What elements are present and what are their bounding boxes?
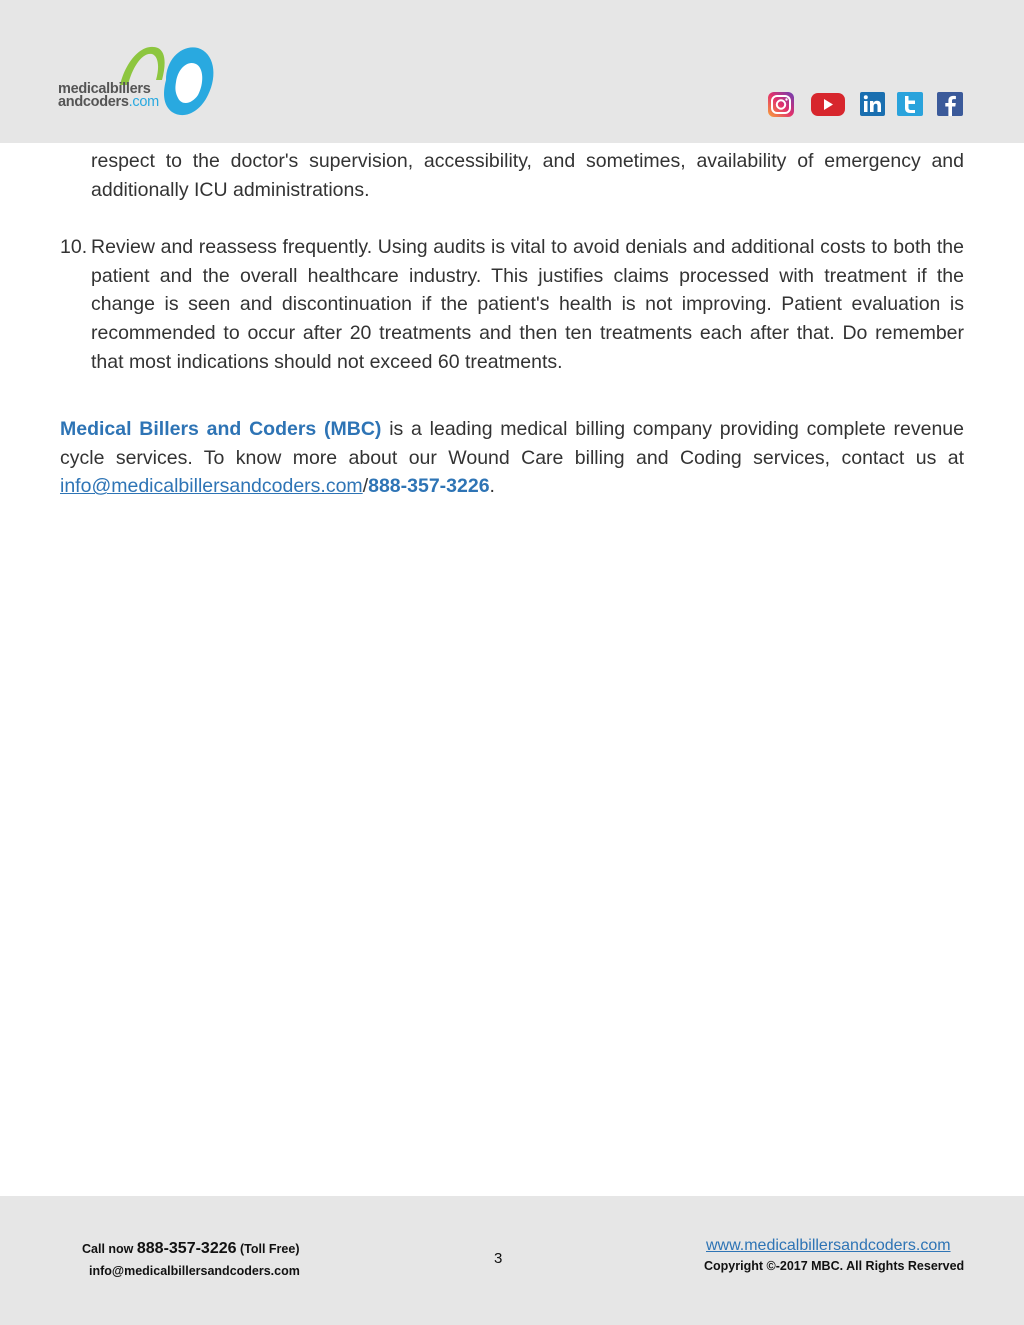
footer-email[interactable]: info@medicalbillersandcoders.com [89,1264,300,1278]
footer-copyright: Copyright ©-2017 MBC. All Rights Reserved [704,1259,965,1273]
list-number: 10. [60,236,88,258]
call-now-label: Call now [82,1242,137,1256]
page-number: 3 [494,1250,503,1267]
list-item-continuation: respect to the doctor's supervision, accessibility, and sometimes, availability of emergency and additionally ICU administrations. [91,150,964,201]
mbc-email-link[interactable]: info@medicalbillersandcoders.com [60,475,363,498]
mbc-phone[interactable]: 888-357-3226 [368,475,490,498]
mbc-period: . [489,475,495,498]
header-band [0,0,1024,143]
facebook-icon[interactable] [937,91,964,118]
linkedin-icon[interactable] [860,91,886,118]
logo-line1: medicalbillers [58,81,151,97]
youtube-icon[interactable] [810,91,846,118]
mbc-description: is a leading medical billing company providing complete revenue cycle services. To know more about our Wound Care billing and Coding services, contact us at [60,418,965,469]
list-item-text: Review and reassess frequently. Using audits is vital to avoid denials and additional costs to both the patient and the overall healthcare industry. This justifies claims processed with treatment if the change is seen and discontinuation if the patient's health is not improving. Patient evaluation is recommended to occur after 20 treatments and then ten treatments each after that. Do remember that most indications should not exceed 60 treatments. [91,236,964,373]
footer-website-link[interactable]: www.medicalbillersandcoders.com [706,1237,951,1254]
logo-line2: andcoders [58,94,129,110]
footer-call-now [82,1240,332,1258]
mbc-slash: / [362,475,369,498]
toll-free-label: (Toll Free) [236,1242,300,1256]
mbc-paragraph [60,415,964,501]
logo-com: .com [128,94,159,110]
logo-wordmark [58,83,159,109]
instagram-icon[interactable] [767,91,795,118]
footer-phone[interactable]: 888-357-3226 [136,1240,237,1257]
twitter-icon[interactable] [897,91,924,118]
mbc-company-name: Medical Billers and Coders (MBC) [60,418,382,440]
company-logo[interactable] [58,40,218,122]
